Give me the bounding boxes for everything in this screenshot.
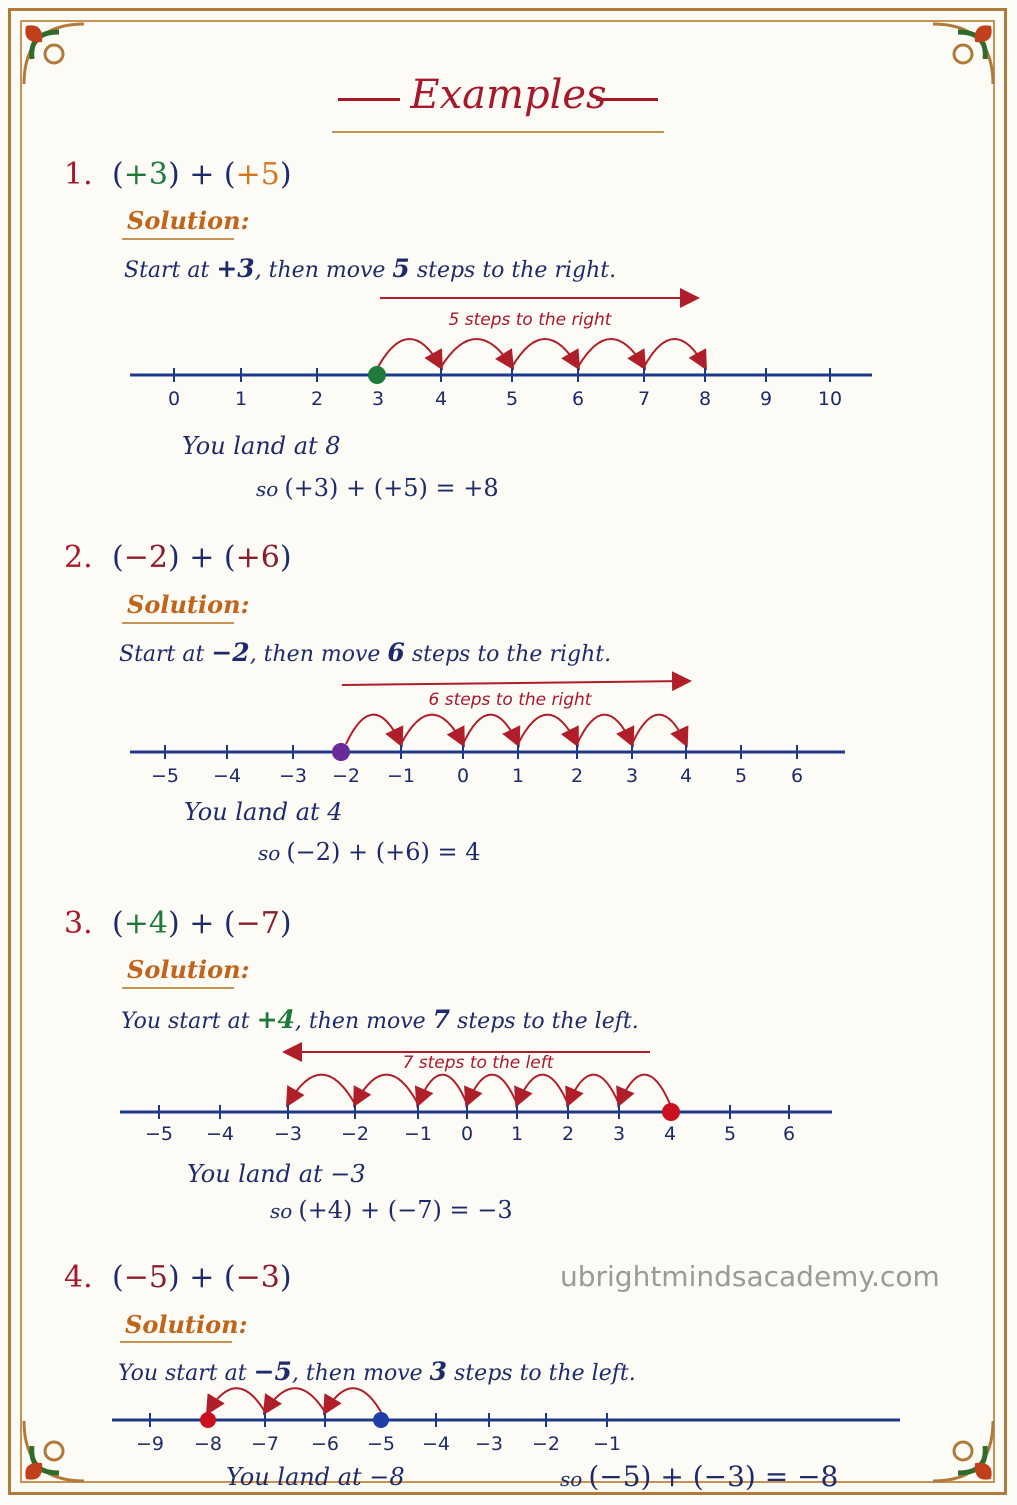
hop-arc	[265, 1388, 325, 1412]
tick-label: −3	[278, 765, 308, 787]
tick-label: −2	[340, 1123, 370, 1145]
land-text: You land at −8	[226, 1463, 405, 1491]
end-point-marker	[200, 1412, 216, 1428]
tick-label: −2	[531, 1433, 561, 1455]
hop-arc	[467, 1075, 517, 1104]
tick-label: −1	[403, 1123, 433, 1145]
tick-label: −3	[273, 1123, 303, 1145]
example-number: 4.	[64, 1260, 93, 1295]
solution-underline	[122, 622, 234, 624]
hop-arc	[568, 1075, 619, 1104]
hop-arc	[463, 715, 518, 744]
tick-label: 3	[625, 765, 639, 787]
result-equation: so (+4) + (−7) = −3	[270, 1196, 513, 1224]
number-line-2	[0, 665, 1017, 795]
hop-label: 7 steps to the left	[402, 1053, 554, 1073]
tick-label: 0	[456, 765, 470, 787]
example-number: 3.	[64, 906, 93, 941]
tick-label: 1	[511, 765, 525, 787]
hop-arc	[577, 715, 632, 744]
tick-label: −7	[250, 1433, 280, 1455]
land-text: You land at 8	[182, 432, 341, 460]
hop-arc	[208, 1388, 265, 1412]
result-equation: so (−5) + (−3) = −8	[560, 1460, 839, 1493]
tick-label: 2	[310, 388, 324, 410]
tick-label: 0	[167, 388, 181, 410]
solution-label: Solution:	[127, 955, 250, 984]
hop-arc	[619, 1075, 670, 1104]
start-point-marker	[662, 1103, 680, 1121]
hop-label: 5 steps to the right	[448, 310, 612, 330]
example-expression: (−2) + (+6)	[112, 540, 292, 575]
tick-label: 8	[698, 388, 712, 410]
hop-arc	[378, 339, 441, 367]
tick-label: −1	[592, 1433, 622, 1455]
tick-label: −2	[331, 765, 361, 787]
instruction-text: You start at −5, then move 3 steps to the left.	[118, 1357, 636, 1386]
tick-label: −6	[310, 1433, 340, 1455]
example-number: 2.	[64, 540, 93, 575]
title-underline	[332, 131, 664, 133]
tick-label: −8	[193, 1433, 223, 1455]
hop-arc	[355, 1075, 418, 1104]
hop-arc	[288, 1075, 355, 1104]
tick-label: 2	[570, 765, 584, 787]
start-point-marker	[368, 366, 386, 384]
tick-label: 2	[561, 1123, 575, 1145]
hop-arc	[518, 715, 577, 744]
hop-arc	[325, 1388, 381, 1412]
tick-label: 7	[637, 388, 651, 410]
instruction-text: Start at −2, then move 6 steps to the right.	[119, 638, 612, 667]
example-expression: (−5) + (−3)	[112, 1260, 292, 1295]
tick-label: 5	[505, 388, 519, 410]
land-text: You land at 4	[184, 798, 343, 826]
solution-label: Solution:	[127, 206, 250, 235]
tick-label: 1	[510, 1123, 524, 1145]
tick-label: −3	[474, 1433, 504, 1455]
start-point-marker	[373, 1412, 389, 1428]
tick-label: 6	[782, 1123, 796, 1145]
tick-label: 5	[723, 1123, 737, 1145]
tick-label: −4	[421, 1433, 451, 1455]
number-line-1	[0, 280, 1017, 420]
tick-label: −5	[144, 1123, 174, 1145]
tick-label: −5	[150, 765, 180, 787]
tick-label: 6	[790, 765, 804, 787]
hop-arc	[418, 1075, 467, 1104]
solution-underline	[120, 1341, 232, 1343]
tick-label: 4	[679, 765, 693, 787]
tick-label: −4	[212, 765, 242, 787]
solution-underline	[122, 238, 234, 240]
hop-arc	[401, 715, 463, 744]
hop-arc	[644, 339, 705, 367]
hop-arc	[578, 339, 644, 367]
solution-label: Solution:	[127, 590, 250, 619]
example-number: 1.	[64, 157, 93, 192]
result-equation: so (−2) + (+6) = 4	[258, 838, 481, 866]
tick-label: 9	[759, 388, 773, 410]
hop-arc	[441, 339, 512, 367]
hop-arc	[346, 715, 401, 744]
example-expression: (+3) + (+5)	[112, 157, 292, 192]
tick-label: 5	[734, 765, 748, 787]
tick-label: 4	[663, 1123, 677, 1145]
watermark: ubrightmindsacademy.com	[560, 1260, 940, 1293]
tick-label: −1	[386, 765, 416, 787]
result-equation: so (+3) + (+5) = +8	[256, 474, 499, 502]
hop-arc	[517, 1075, 568, 1104]
tick-label: −9	[135, 1433, 165, 1455]
tick-label: 0	[460, 1123, 474, 1145]
number-line-4	[0, 1380, 1017, 1460]
start-point-marker	[332, 743, 350, 761]
example-expression: (+4) + (−7)	[112, 906, 292, 941]
instruction-text: You start at +4, then move 7 steps to the left.	[121, 1005, 639, 1034]
tick-label: 4	[434, 388, 448, 410]
tick-label: 3	[371, 388, 385, 410]
page-title: Examples	[410, 72, 607, 118]
solution-underline	[122, 987, 234, 989]
solution-label: Solution:	[125, 1310, 248, 1339]
tick-label: 6	[571, 388, 585, 410]
hop-label: 6 steps to the right	[428, 690, 592, 710]
land-text: You land at −3	[187, 1160, 366, 1188]
tick-label: −5	[366, 1433, 396, 1455]
tick-label: 3	[612, 1123, 626, 1145]
instruction-text: Start at +3, then move 5 steps to the right.	[124, 254, 617, 283]
tick-label: 1	[234, 388, 248, 410]
hop-arc	[632, 715, 686, 744]
number-line-3	[0, 1035, 1017, 1155]
tick-label: −4	[205, 1123, 235, 1145]
hop-arc	[512, 339, 578, 367]
direction-arrow	[342, 681, 688, 685]
tick-label: 10	[817, 388, 843, 410]
